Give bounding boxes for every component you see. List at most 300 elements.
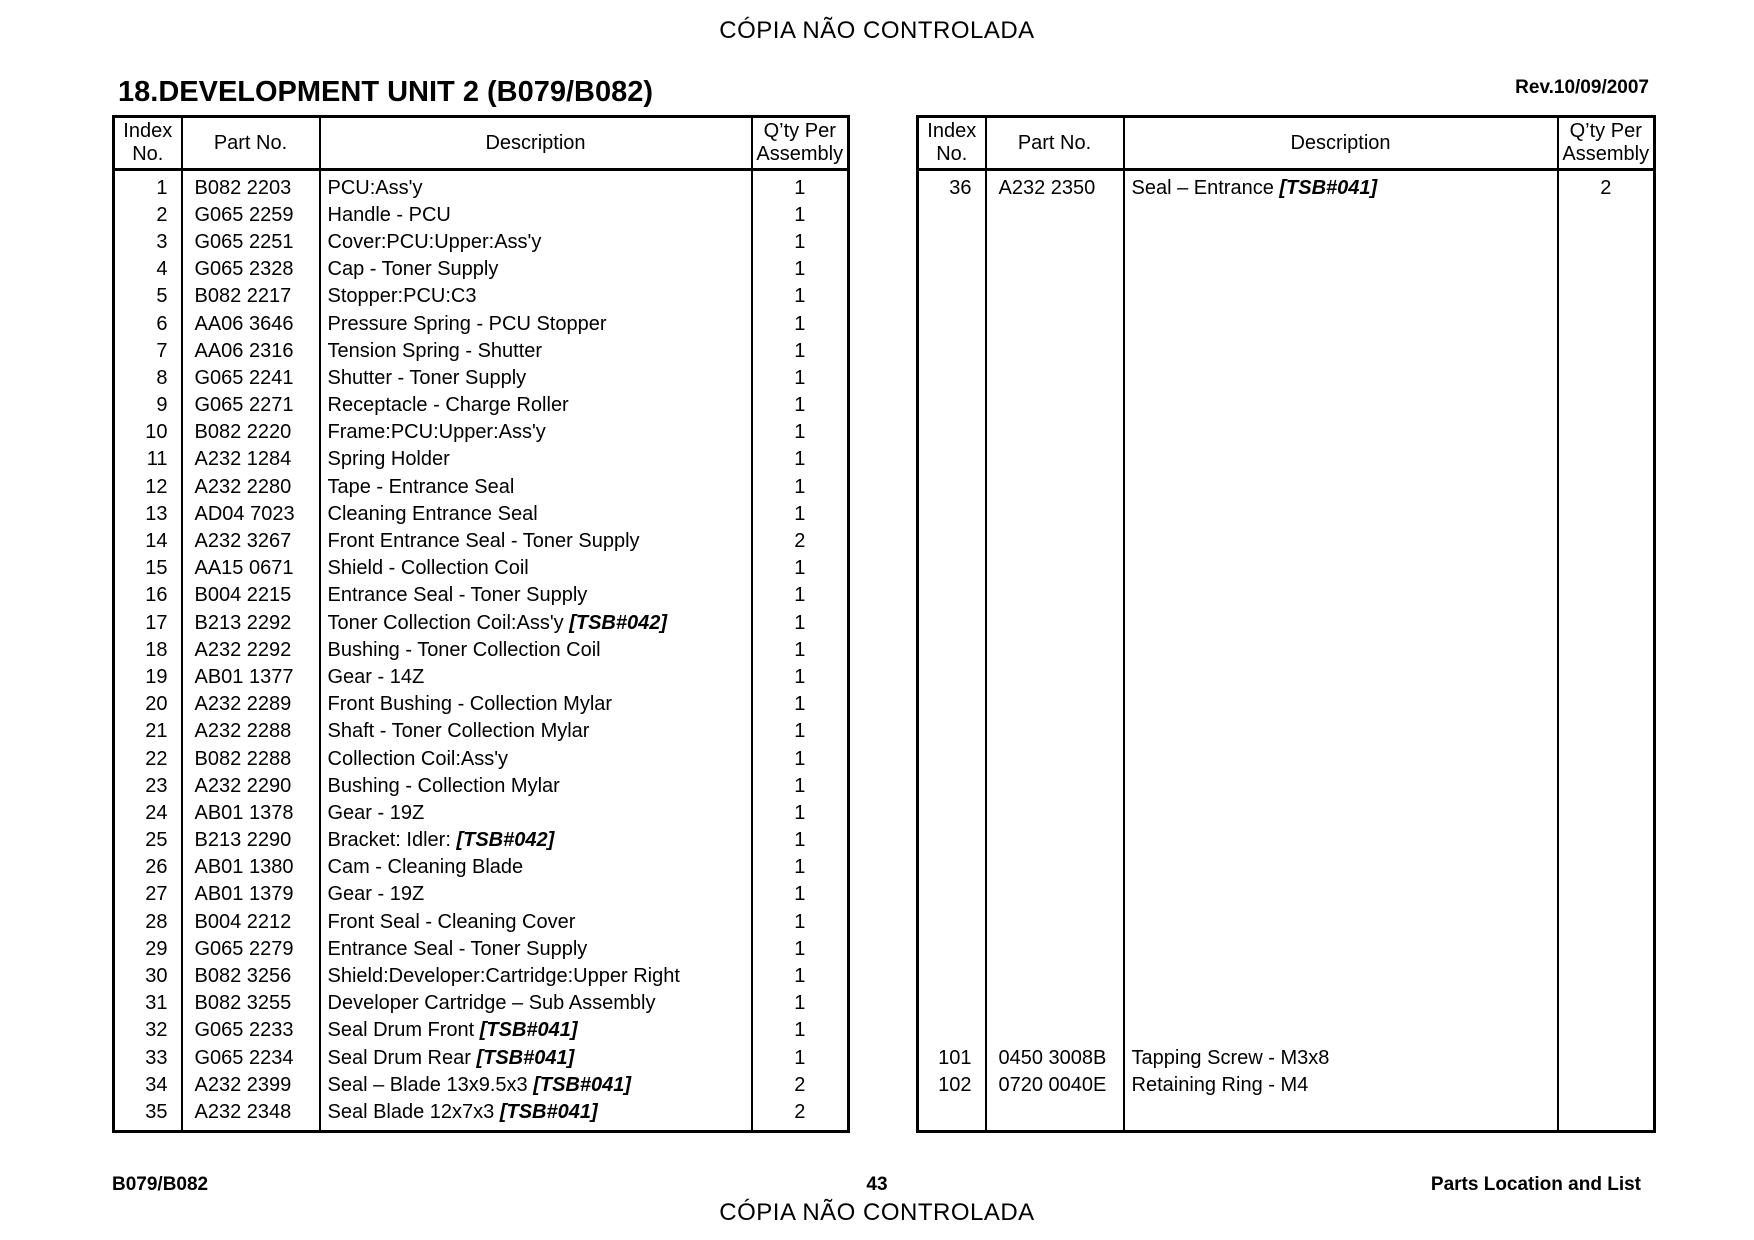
revision-label: Rev.10/09/2007: [1515, 77, 1649, 98]
table-header-row: [918, 117, 1655, 170]
row-qty: [1558, 1098, 1655, 1131]
row-part-no: B082 3255: [182, 990, 320, 1017]
table-row: [918, 990, 1655, 1017]
parts-table-left-body: [114, 170, 849, 1132]
row-index: 23: [145, 774, 168, 797]
table-row: [114, 1071, 849, 1098]
row-part-no: A232 3267: [182, 527, 320, 554]
table-row: [918, 364, 1655, 391]
row-description: [320, 256, 752, 283]
header-index: Index No.: [114, 117, 182, 170]
row-index: [918, 636, 986, 663]
row-description: [320, 473, 752, 500]
row-part-no: AB01 1379: [182, 881, 320, 908]
row-part-no: [986, 473, 1124, 500]
row-description: [1124, 582, 1558, 609]
row-qty: [1558, 636, 1655, 663]
description-text: Toner Collection Coil:Ass'y: [327, 611, 570, 634]
row-description: [1124, 256, 1558, 283]
table-row: [918, 609, 1655, 636]
row-qty: 2: [752, 1098, 849, 1131]
row-index: 101: [938, 1046, 972, 1069]
row-qty: [1558, 582, 1655, 609]
row-qty: [1558, 881, 1655, 908]
parts-table-right-body: [918, 170, 1655, 1132]
header-index: Index No.: [918, 117, 986, 170]
row-description: [1124, 527, 1558, 554]
footer-page-number: 43: [866, 1174, 888, 1195]
description-text: Tension Spring - Shutter: [327, 339, 543, 362]
description-text: Front Entrance Seal - Toner Supply: [327, 530, 640, 553]
row-description: [1124, 473, 1558, 500]
row-description: [1124, 170, 1558, 202]
table-row: [114, 201, 849, 228]
row-part-no: B082 2288: [182, 745, 320, 772]
row-description: [1124, 935, 1558, 962]
row-index: [918, 691, 986, 718]
row-description: [1124, 962, 1558, 989]
table-row: [918, 500, 1655, 527]
row-qty: [1558, 500, 1655, 527]
row-description: [1124, 310, 1558, 337]
row-description: [1124, 392, 1558, 419]
description-text: Pressure Spring - PCU Stopper: [327, 312, 607, 335]
row-part-no: [986, 337, 1124, 364]
row-qty: 1: [752, 310, 849, 337]
table-header-row: [114, 117, 849, 170]
table-row: [114, 364, 849, 391]
row-part-no: [986, 1017, 1124, 1044]
description-text: Handle - PCU: [327, 203, 451, 226]
tsb-reference: [TSB#042]: [569, 611, 668, 634]
row-qty: 1: [752, 772, 849, 799]
row-index: [918, 935, 986, 962]
table-row: [918, 473, 1655, 500]
row-qty: [1558, 854, 1655, 881]
description-text: Seal Blade 12x7x3: [327, 1100, 500, 1123]
row-description: [320, 636, 752, 663]
table-row: [114, 256, 849, 283]
table-row: [918, 1044, 1655, 1071]
row-qty: 2: [752, 527, 849, 554]
row-qty: [1558, 799, 1655, 826]
row-part-no: [986, 1098, 1124, 1131]
row-part-no: B213 2290: [182, 827, 320, 854]
row-part-no: [986, 881, 1124, 908]
table-row: [114, 500, 849, 527]
row-index: [918, 364, 986, 391]
description-text: Bracket: Idler:: [327, 829, 457, 852]
row-part-no: A232 2290: [182, 772, 320, 799]
tsb-reference: [TSB#041]: [533, 1073, 632, 1096]
row-part-no: G065 2259: [182, 201, 320, 228]
row-part-no: [986, 364, 1124, 391]
row-description: [320, 854, 752, 881]
row-index: [918, 392, 986, 419]
table-row: [114, 1017, 849, 1044]
table-row: [918, 283, 1655, 310]
row-qty: [1558, 908, 1655, 935]
row-part-no: [986, 718, 1124, 745]
table-row: [114, 935, 849, 962]
row-qty: [1558, 935, 1655, 962]
row-index: 15: [145, 557, 168, 580]
header-description: Description: [1124, 117, 1558, 170]
row-description: [320, 392, 752, 419]
table-row: [114, 636, 849, 663]
description-text: Front Bushing - Collection Mylar: [327, 693, 613, 716]
row-description: [320, 555, 752, 582]
row-part-no: [986, 446, 1124, 473]
row-qty: 1: [752, 256, 849, 283]
table-row: [114, 283, 849, 310]
description-text: Seal – Blade 13x9.5x3: [327, 1073, 534, 1096]
table-row: [114, 419, 849, 446]
description-text: Cam - Cleaning Blade: [327, 856, 524, 879]
row-index: [918, 555, 986, 582]
row-index: 13: [145, 502, 168, 525]
table-row: [114, 1044, 849, 1071]
row-index: 27: [145, 883, 168, 906]
row-index: 20: [145, 693, 168, 716]
row-description: [1124, 691, 1558, 718]
watermark-bottom: CÓPIA NÃO CONTROLADA: [719, 1199, 1035, 1226]
table-row: [918, 228, 1655, 255]
row-qty: [1558, 419, 1655, 446]
row-part-no: [986, 310, 1124, 337]
tsb-reference: [TSB#041]: [499, 1100, 598, 1123]
row-description: [1124, 827, 1558, 854]
row-description: [1124, 555, 1558, 582]
row-index: [918, 500, 986, 527]
row-index: [918, 473, 986, 500]
row-part-no: [986, 555, 1124, 582]
table-row: [918, 1098, 1655, 1131]
row-part-no: [986, 636, 1124, 663]
row-part-no: A232 2348: [182, 1098, 320, 1131]
table-row: [114, 962, 849, 989]
description-text: Shield:Developer:Cartridge:Upper Right: [327, 965, 680, 988]
row-description: [320, 201, 752, 228]
row-description: [320, 337, 752, 364]
row-part-no: [986, 283, 1124, 310]
description-text: Receptacle - Charge Roller: [327, 394, 569, 417]
row-part-no: [986, 691, 1124, 718]
row-description: [320, 827, 752, 854]
row-qty: 2: [1558, 170, 1655, 202]
table-row: [918, 718, 1655, 745]
row-part-no: AD04 7023: [182, 500, 320, 527]
row-qty: [1558, 555, 1655, 582]
row-qty: 1: [752, 990, 849, 1017]
row-description: [320, 745, 752, 772]
table-row: [114, 691, 849, 718]
row-description: [320, 663, 752, 690]
row-index: [918, 527, 986, 554]
row-index: 17: [145, 611, 168, 634]
row-qty: 1: [752, 609, 849, 636]
row-index: 33: [145, 1046, 168, 1069]
row-qty: 1: [752, 283, 849, 310]
row-description: [320, 582, 752, 609]
row-index: 10: [145, 421, 168, 444]
row-description: [1124, 446, 1558, 473]
description-text: Cleaning Entrance Seal: [327, 502, 538, 525]
table-row: [114, 228, 849, 255]
table-row: [918, 419, 1655, 446]
page-title: 18.DEVELOPMENT UNIT 2 (B079/B082): [118, 76, 654, 108]
table-row: [114, 827, 849, 854]
row-qty: [1558, 228, 1655, 255]
description-text: Cap - Toner Supply: [327, 258, 499, 281]
table-row: [114, 745, 849, 772]
row-index: 35: [145, 1100, 168, 1123]
row-index: [918, 1098, 986, 1131]
row-index: [918, 854, 986, 881]
row-part-no: [986, 772, 1124, 799]
row-qty: [1558, 718, 1655, 745]
row-part-no: G065 2271: [182, 392, 320, 419]
row-index: [918, 228, 986, 255]
row-index: [918, 799, 986, 826]
row-index: 34: [145, 1073, 168, 1096]
row-description: [1124, 337, 1558, 364]
row-description: [1124, 201, 1558, 228]
watermark-top: CÓPIA NÃO CONTROLADA: [719, 17, 1035, 44]
description-text: Entrance Seal - Toner Supply: [327, 584, 588, 607]
row-index: 24: [145, 801, 168, 824]
row-description: [1124, 990, 1558, 1017]
table-row: [918, 310, 1655, 337]
row-description: [1124, 609, 1558, 636]
row-description: [320, 1044, 752, 1071]
table-row: [918, 691, 1655, 718]
row-part-no: AA06 2316: [182, 337, 320, 364]
row-qty: 1: [752, 228, 849, 255]
row-qty: [1558, 337, 1655, 364]
row-index: [918, 609, 986, 636]
row-index: [918, 201, 986, 228]
row-description: [1124, 1017, 1558, 1044]
row-description: [1124, 228, 1558, 255]
row-index: [918, 827, 986, 854]
row-qty: [1558, 663, 1655, 690]
row-description: [320, 1017, 752, 1044]
row-part-no: [986, 799, 1124, 826]
row-part-no: [986, 745, 1124, 772]
table-row: [918, 827, 1655, 854]
row-part-no: [986, 256, 1124, 283]
description-text: Shutter - Toner Supply: [327, 366, 527, 389]
description-text: Shaft - Toner Collection Mylar: [327, 720, 590, 743]
table-row: [918, 854, 1655, 881]
row-part-no: B082 2203: [182, 170, 320, 202]
table-row: [918, 527, 1655, 554]
row-part-no: 0720 0040E: [986, 1071, 1124, 1098]
row-qty: 1: [752, 500, 849, 527]
tsb-reference: [TSB#041]: [476, 1046, 575, 1069]
table-row: [918, 935, 1655, 962]
row-qty: 1: [752, 718, 849, 745]
footer-section-title: Parts Location and List: [1430, 1174, 1641, 1195]
row-index: 28: [145, 910, 168, 933]
row-description: [320, 1071, 752, 1098]
row-index: 3: [156, 230, 168, 253]
row-part-no: [986, 962, 1124, 989]
row-qty: [1558, 310, 1655, 337]
row-qty: 1: [752, 745, 849, 772]
row-description: [320, 500, 752, 527]
row-part-no: A232 2280: [182, 473, 320, 500]
table-row: [918, 881, 1655, 908]
row-description: [1124, 1098, 1558, 1131]
row-index: 18: [145, 638, 168, 661]
header-part-no: Part No.: [986, 117, 1124, 170]
row-qty: 1: [752, 908, 849, 935]
row-qty: [1558, 364, 1655, 391]
row-index: 12: [145, 475, 168, 498]
header-qty: Q’ty Per Assembly: [752, 117, 849, 170]
row-description: [320, 935, 752, 962]
row-description: [1124, 772, 1558, 799]
description-text: PCU:Ass'y: [327, 176, 423, 199]
table-row: [114, 582, 849, 609]
table-row: [114, 718, 849, 745]
table-row: [114, 337, 849, 364]
row-part-no: A232 2292: [182, 636, 320, 663]
row-index: 102: [938, 1073, 972, 1096]
description-text: Stopper:PCU:C3: [327, 285, 477, 308]
description-text: Shield - Collection Coil: [327, 557, 529, 580]
row-index: 22: [145, 747, 168, 770]
footer-model: B079/B082: [112, 1174, 209, 1195]
row-index: 29: [145, 937, 168, 960]
row-index: 11: [146, 448, 168, 471]
table-row: [918, 663, 1655, 690]
row-part-no: [986, 990, 1124, 1017]
table-row: [114, 527, 849, 554]
tsb-reference: [TSB#042]: [456, 829, 555, 852]
row-description: [1124, 419, 1558, 446]
description-text: Bushing - Collection Mylar: [327, 774, 560, 797]
row-qty: [1558, 392, 1655, 419]
row-description: [1124, 854, 1558, 881]
row-part-no: [986, 663, 1124, 690]
table-row: [918, 1071, 1655, 1098]
row-qty: [1558, 283, 1655, 310]
row-qty: 1: [752, 337, 849, 364]
row-index: [918, 745, 986, 772]
row-index: 31: [145, 992, 168, 1015]
row-index: 2: [156, 203, 168, 226]
tsb-reference: [TSB#041]: [479, 1019, 578, 1042]
table-row: [114, 854, 849, 881]
row-part-no: B082 2217: [182, 283, 320, 310]
row-description: [1124, 663, 1558, 690]
tsb-reference: [TSB#041]: [1279, 176, 1378, 199]
row-description: [1124, 500, 1558, 527]
row-qty: 1: [752, 827, 849, 854]
row-part-no: G065 2251: [182, 228, 320, 255]
table-row: [114, 663, 849, 690]
row-description: [1124, 799, 1558, 826]
table-row: [918, 745, 1655, 772]
row-description: [320, 799, 752, 826]
row-qty: 1: [752, 1017, 849, 1044]
row-qty: 1: [752, 799, 849, 826]
description-text: Entrance Seal - Toner Supply: [327, 937, 588, 960]
description-text: Tapping Screw - M3x8: [1131, 1046, 1330, 1069]
table-row: [114, 990, 849, 1017]
row-part-no: G065 2328: [182, 256, 320, 283]
row-index: [918, 256, 986, 283]
row-part-no: [986, 582, 1124, 609]
row-part-no: [986, 908, 1124, 935]
row-description: [1124, 636, 1558, 663]
row-part-no: G065 2233: [182, 1017, 320, 1044]
row-qty: 1: [752, 663, 849, 690]
row-qty: 1: [752, 1044, 849, 1071]
row-qty: [1558, 962, 1655, 989]
row-qty: 1: [752, 201, 849, 228]
row-qty: 1: [752, 962, 849, 989]
row-qty: 1: [752, 636, 849, 663]
row-part-no: [986, 500, 1124, 527]
row-qty: [1558, 990, 1655, 1017]
row-part-no: [986, 392, 1124, 419]
row-qty: [1558, 527, 1655, 554]
table-row: [114, 772, 849, 799]
table-row: [114, 555, 849, 582]
row-qty: 1: [752, 555, 849, 582]
description-text: Bushing - Toner Collection Coil: [327, 638, 601, 661]
row-qty: [1558, 201, 1655, 228]
row-description: [1124, 745, 1558, 772]
row-part-no: AB01 1380: [182, 854, 320, 881]
description-text: Seal Drum Front: [327, 1019, 480, 1042]
row-qty: 2: [752, 1071, 849, 1098]
row-index: 9: [156, 394, 168, 417]
row-index: 26: [145, 856, 168, 879]
table-row: [918, 799, 1655, 826]
row-description: [1124, 1044, 1558, 1071]
row-part-no: B213 2292: [182, 609, 320, 636]
table-row: [114, 392, 849, 419]
description-text: Frame:PCU:Upper:Ass'y: [327, 421, 546, 444]
row-index: 6: [156, 312, 168, 335]
row-part-no: [986, 609, 1124, 636]
table-row: [918, 256, 1655, 283]
parts-table-left: [112, 115, 850, 1133]
row-description: [320, 881, 752, 908]
row-qty: 1: [752, 582, 849, 609]
row-description: [1124, 908, 1558, 935]
description-text: Spring Holder: [327, 448, 450, 471]
row-qty: 1: [752, 854, 849, 881]
row-qty: [1558, 772, 1655, 799]
table-row: [114, 881, 849, 908]
description-text: Developer Cartridge – Sub Assembly: [327, 992, 656, 1015]
row-index: 14: [145, 530, 168, 553]
row-index: [918, 881, 986, 908]
table-row: [114, 170, 849, 202]
row-description: [320, 990, 752, 1017]
row-index: 8: [156, 366, 168, 389]
row-part-no: A232 1284: [182, 446, 320, 473]
header-description: Description: [320, 117, 752, 170]
row-qty: [1558, 473, 1655, 500]
row-description: [320, 609, 752, 636]
